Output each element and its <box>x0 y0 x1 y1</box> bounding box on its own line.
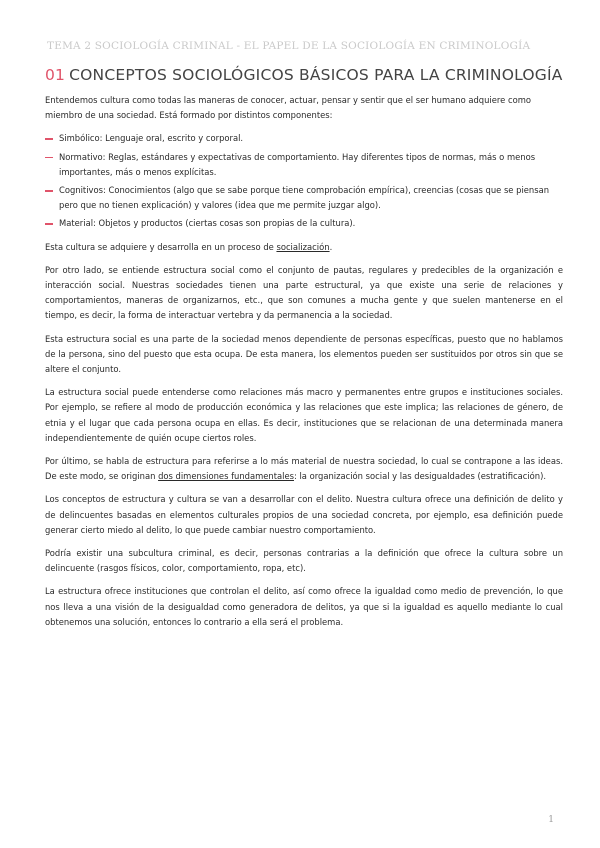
components-list <box>45 131 563 231</box>
page-number: 1 <box>548 815 554 825</box>
running-header: TEMA 2 SOCIOLOGÍA CRIMINAL - EL PAPEL DE LA SOCIOLOGÍA EN CRIMINOLOGÍA <box>47 40 531 52</box>
paragraph-text: Esta cultura se adquiere y desarrolla en un proceso de <box>45 241 277 252</box>
delito-paragraph-1: Los conceptos de estructura y cultura se van a desarrollar con el delito. Nuestra cultura ofrece una definición de delito y de delincuentes basadas en elementos culturales propios de una sociedad concreta, por ejemplo, esa definición puede generar cierto miedo al delito, lo que puede cambiar nuestro comportamiento. <box>45 494 563 535</box>
section-number: 01 <box>45 66 66 84</box>
section-title-text: CONCEPTOS SOCIOLÓGICOS BÁSICOS PARA LA CRIMINOLOGÍA <box>69 66 563 84</box>
component-label: Material <box>59 218 94 229</box>
component-item <box>45 150 563 180</box>
delito-paragraph-2: Podría existir una subcultura criminal, es decir, personas contrarias a la definición que ofrece la cultura sobre un delincuente (rasgos físicos, color, comportamiento, ropa, etc). <box>45 548 563 574</box>
socializacion-paragraph <box>45 240 563 255</box>
bullet-dash-icon <box>45 190 53 192</box>
estructura-paragraph-3: La estructura social puede entenderse como relaciones más macro y permanentes entre grupos e instituciones sociales. Por ejemplo, se refiere al modo de producción económica y las relaciones que este implica; las relaciones de género, de etnia y el lugar que cada persona ocupa en ellas. Es decir, instituciones que se relacionan de una determinada manera independientemente de quién ocupe ciertos roles. <box>45 387 563 443</box>
component-item <box>45 183 563 213</box>
bullet-dash-icon <box>45 157 53 159</box>
delito-paragraph-3: La estructura ofrece instituciones que controlan el delito, así como ofrece la igualdad como medio de prevención, lo que nos lleva a una visión de la desigualdad como generadora de delitos, ya que si la igualdad es aquello mediante lo cual obtenemos una solución, entonces lo contrario a ella será el problema. <box>45 586 563 627</box>
estructura-paragraph-1: Por otro lado, se entiende estructura social como el conjunto de pautas, regulares y predecibles de la organización e interacción social. Nuestras sociedades tienen una parte estructural, ya que existe una serie de relaciones y comportamientos, maneras de organizarnos, etc., que son comunes a mucha gente y que suelen mantenerse en el tiempo, es decir, la forma de interactuar vertebra y da permanencia a la sociedad. <box>45 264 563 321</box>
dimensiones-paragraph <box>45 454 563 484</box>
component-text: : Lenguaje oral, escrito y corporal. <box>99 133 244 144</box>
component-item <box>45 216 563 231</box>
dimensiones-term: dos dimensiones fundamentales <box>158 471 294 482</box>
component-text: : Objetos y productos (ciertas cosas son propias de la cultura). <box>93 218 356 229</box>
component-item <box>45 131 563 146</box>
document-body <box>45 93 563 638</box>
component-label: Simbólico <box>59 133 100 144</box>
paragraph-text: : la organización social y las desigualdades (estratificación). <box>293 471 547 482</box>
paragraph-text: Por último, se habla de estructura para referirse a lo más material de nuestra sociedad, lo cual se contrapone a las ideas. De este modo, se originan <box>45 456 563 482</box>
paragraph-text: . <box>329 241 333 252</box>
component-text: : Conocimientos (algo que se sabe porque tiene comprobación empírica), creencias (cosas que se piensan pero que no tienen explicación) y valores (idea que me permite juzgar algo). <box>59 185 550 211</box>
socializacion-term: socialización <box>276 241 330 252</box>
bullet-dash-icon <box>45 138 53 140</box>
section-title <box>45 66 565 84</box>
component-label: Cognitivos <box>59 185 103 196</box>
component-text: : Reglas, estándares y expectativas de comportamiento. Hay diferentes tipos de normas, más o menos importantes, más o menos explícitas. <box>59 151 536 177</box>
component-label: Normativo <box>59 151 103 162</box>
bullet-dash-icon <box>45 223 53 225</box>
estructura-paragraph-2: Esta estructura social es una parte de la sociedad menos dependiente de personas específicas, puesto que no hablamos de la persona, sino del puesto que esta ocupa. De esta manera, los elementos pueden ser sustituidos por otros sin que se altere el conjunto. <box>45 333 563 375</box>
intro-paragraph: Entendemos cultura como todas las maneras de conocer, actuar, pensar y sentir que el ser humano adquiere como miembro de una sociedad. Está formado por distintos componentes: <box>45 95 531 121</box>
